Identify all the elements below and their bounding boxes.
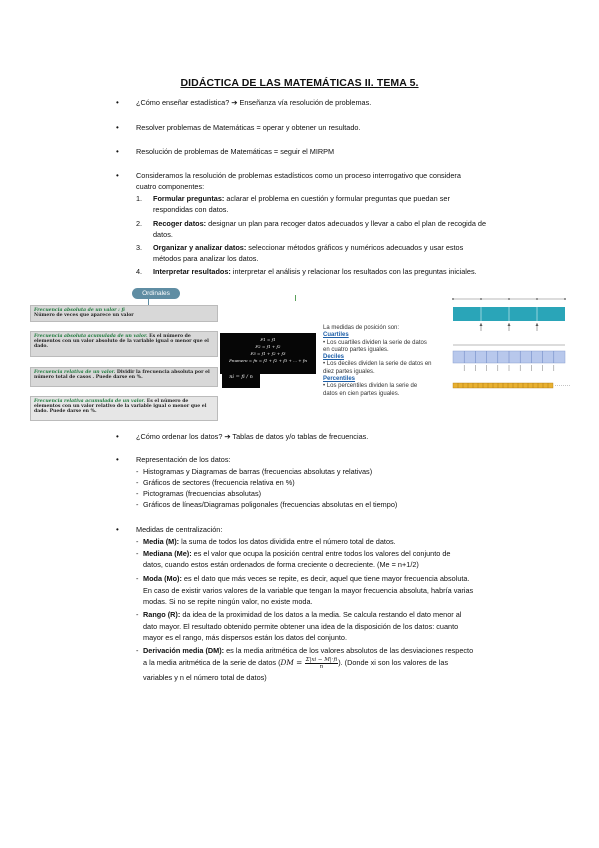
panel-heading: Frecuencia relativa acumulada de un valor.	[34, 399, 146, 404]
quartiles-heading: Cuartiles	[323, 332, 349, 339]
position-intro: La medidas de posición son:	[323, 325, 400, 331]
percentiles-desc: Los percentiles dividen la serie de datos en cien partes iguales.	[323, 383, 418, 397]
deciles-desc: Los deciles dividen la serie de datos en diez partes iguales.	[323, 361, 432, 375]
dash-icon: -	[136, 537, 139, 546]
list-item: Gráficos de líneas/Diagramas poligonales (frecuencias absolutas en el tiempo)	[143, 500, 398, 509]
desc: ). (Donde xi son los valores de las	[338, 658, 449, 667]
desc: la suma de todos los datos dividida entre el número total de datos.	[179, 537, 396, 546]
frequency-panel	[30, 367, 218, 387]
relative-eq-box	[222, 368, 260, 388]
panel-content	[34, 370, 214, 380]
decile-band	[453, 345, 565, 371]
desc: da idea de la proximidad de los datos a la media. Se calcula restando el dato menor al	[180, 610, 462, 619]
list-item	[143, 609, 513, 620]
ordinales-pill: Ordinales	[132, 288, 180, 299]
bullet-text: ¿Cómo enseñar estadística? ➔ Enseñanza vía resolución de problemas.	[136, 98, 372, 107]
list-item	[143, 548, 488, 559]
percentiles-heading: Percentiles	[323, 376, 356, 383]
equation: F3 = f1 + f2 + f3	[250, 351, 286, 356]
term: Media (M):	[143, 537, 180, 546]
panel-heading: Frecuencia relativa de un valor.	[34, 370, 116, 375]
dash-icon: -	[136, 478, 139, 487]
list-item-desc: designar un plan para recoger datos adecuados y llevar a cabo el plan de recogida de	[206, 219, 487, 228]
list-item	[153, 218, 498, 229]
list-item	[153, 266, 533, 277]
list-item: Gráficos de sectores (frecuencia relativa en %)	[143, 478, 295, 487]
term: Moda (Mo):	[143, 574, 182, 583]
bullet-icon: •	[116, 432, 119, 441]
list-item-cont: En caso de existir varios valores de la variable que tengan la mayor frecuencia absoluta, habría varias	[143, 586, 474, 595]
list-item	[143, 573, 523, 584]
deciles-text: • Los deciles dividen la serie de datos en diez partes iguales.	[323, 361, 432, 375]
quartiles-text: • Los cuartiles dividen la serie de datos en cuatro partes iguales.	[323, 339, 427, 353]
dash-icon: -	[136, 574, 139, 583]
percentiles-text: • Los percentiles dividen la serie de datos en cien partes iguales.	[323, 383, 418, 397]
list-item-cont: variables y n el número total de datos)	[143, 673, 267, 682]
page-title: DIDÁCTICA DE LAS MATEMÁTICAS II. TEMA 5.	[180, 77, 419, 89]
list-item: Histogramas y Diagramas de barras (frecuencias absolutas y relativas)	[143, 467, 373, 476]
list-number: 3.	[136, 243, 143, 252]
equation: Fnumero = fn = f1 + f2 + f3 + ... + fn	[229, 358, 307, 363]
panel-content	[34, 334, 214, 349]
quartiles-desc: Los cuartiles dividen la serie de datos en cuatro partes iguales.	[323, 339, 427, 353]
bullet-icon: •	[116, 171, 119, 180]
formula-fraction	[305, 657, 339, 670]
formula-numerator: Σ|xi − M|·fi	[305, 656, 338, 663]
bullet-text: Representación de los datos:	[136, 455, 231, 464]
list-item-cont: datos.	[153, 230, 173, 239]
panel-body: Es el número de elementos con un valor absoluto de la variable igual o menor que el dado.	[34, 334, 209, 349]
list-number: 4.	[136, 267, 143, 276]
equation: F1 = f1	[260, 337, 276, 342]
bullet-text: ¿Cómo ordenar los datos? ➔ Tablas de datos y/o tablas de frecuencias.	[136, 432, 369, 441]
list-item: Pictogramas (frecuencias absolutas)	[143, 489, 262, 498]
bullet-icon: •	[116, 455, 119, 464]
list-item-desc: seleccionar métodos gráficos y numéricos adecuados y usar estos	[246, 243, 464, 252]
frequency-panel	[30, 396, 218, 421]
list-item-term: Organizar y analizar datos:	[153, 243, 247, 252]
list-item-cont: modas. Si no se repite ningún valor, no existe moda.	[143, 597, 313, 606]
bullet-icon: •	[116, 525, 119, 534]
desc: es la media aritmética de los valores absolutos de las desviaciones respecto	[224, 646, 474, 655]
bullet-icon: •	[116, 98, 119, 107]
desc: es el valor que ocupa la posición central entre todos los valores del conjunto de	[191, 549, 451, 558]
equation: F2 = f1 + f2	[255, 344, 281, 349]
dash-icon: -	[136, 500, 139, 509]
panel-body: Número de veces que aparece un valor	[34, 313, 134, 318]
equation: ni = fi / n	[229, 374, 253, 380]
position-diagram-svg	[445, 293, 575, 401]
frequency-panel	[30, 305, 218, 322]
bullet-icon: •	[116, 123, 119, 132]
frequency-panel	[30, 331, 218, 357]
frequency-image	[30, 288, 218, 414]
quartile-band	[452, 298, 566, 331]
dash-icon: -	[136, 467, 139, 476]
list-item-desc: aclarar el problema en cuestión y formular preguntas que puedan ser	[224, 194, 450, 203]
list-item	[143, 536, 488, 547]
deciles-heading: Deciles	[323, 354, 345, 361]
bullet-text: Resolver problemas de Matemáticas = operar y obtener un resultado.	[136, 123, 361, 132]
list-number: 1.	[136, 194, 143, 203]
position-measures	[323, 325, 433, 398]
bullet-icon: •	[116, 147, 119, 156]
list-item-term: Formular preguntas:	[153, 194, 225, 203]
formula-denominator: n	[319, 663, 324, 670]
bullet-text: Consideramos la resolución de problemas estadísticos como un proceso interrogativo que considera	[136, 171, 461, 180]
list-item-desc: interpretar el análisis y relacionar los resultados con las preguntas iniciales.	[230, 267, 477, 276]
position-diagram	[445, 293, 575, 401]
list-item-cont: respondidas con datos.	[153, 205, 229, 214]
dash-icon: -	[136, 646, 139, 655]
list-item	[153, 193, 498, 204]
list-item-cont: dato mayor. El resultado obtenido permite obtener una idea de la disposición de los datos: cuanto	[143, 622, 459, 631]
term: Mediana (Me):	[143, 549, 192, 558]
bullet-text-cont: cuatro componentes:	[136, 182, 205, 191]
desc: a la media aritmética de la serie de datos (	[143, 658, 281, 667]
dash-icon: -	[136, 549, 139, 558]
cursor-mark	[295, 295, 296, 301]
panel-heading: Frecuencia absoluta acumulada de un valor.	[34, 334, 148, 339]
term: Derivación media (DM):	[143, 646, 225, 655]
panel-heading: Frecuencia absoluta de un valor : fi	[34, 308, 125, 313]
list-item	[143, 645, 513, 656]
bullet-text: Resolución de problemas de Matemáticas = seguir el MIRPM	[136, 147, 335, 156]
list-item-term: Recoger datos:	[153, 219, 207, 228]
dash-icon: -	[136, 489, 139, 498]
term: Rango (R):	[143, 610, 181, 619]
panel-body: Dividir la frecuencia absoluta por el número total de casos . Puede darse en %.	[34, 370, 210, 380]
list-item-cont: métodos para analizar los datos.	[153, 254, 259, 263]
bullet-text: Medidas de centralización:	[136, 525, 223, 534]
percentile-band	[453, 383, 571, 388]
panel-content	[34, 399, 214, 414]
list-item-cont: mayor es el rango, más dispersos están los datos del conjunto.	[143, 633, 348, 642]
list-item	[153, 242, 498, 253]
dash-icon: -	[136, 610, 139, 619]
list-number: 2.	[136, 219, 143, 228]
list-item-cont	[143, 656, 513, 670]
list-item-cont: datos, cuando estos están ordenados de forma creciente o decreciente. (Me = n+1/2)	[143, 560, 419, 569]
formula-lhs: DM =	[280, 658, 305, 667]
panel-body: Es el número de elementos con un valor relativo de la variable igual o menor que el dado. Puede darse en %.	[34, 399, 207, 414]
desc: es el dato que más veces se repite, es decir, aquel que tiene mayor frecuencia absoluta.	[181, 574, 470, 583]
list-item-term: Interpretar resultados:	[153, 267, 231, 276]
